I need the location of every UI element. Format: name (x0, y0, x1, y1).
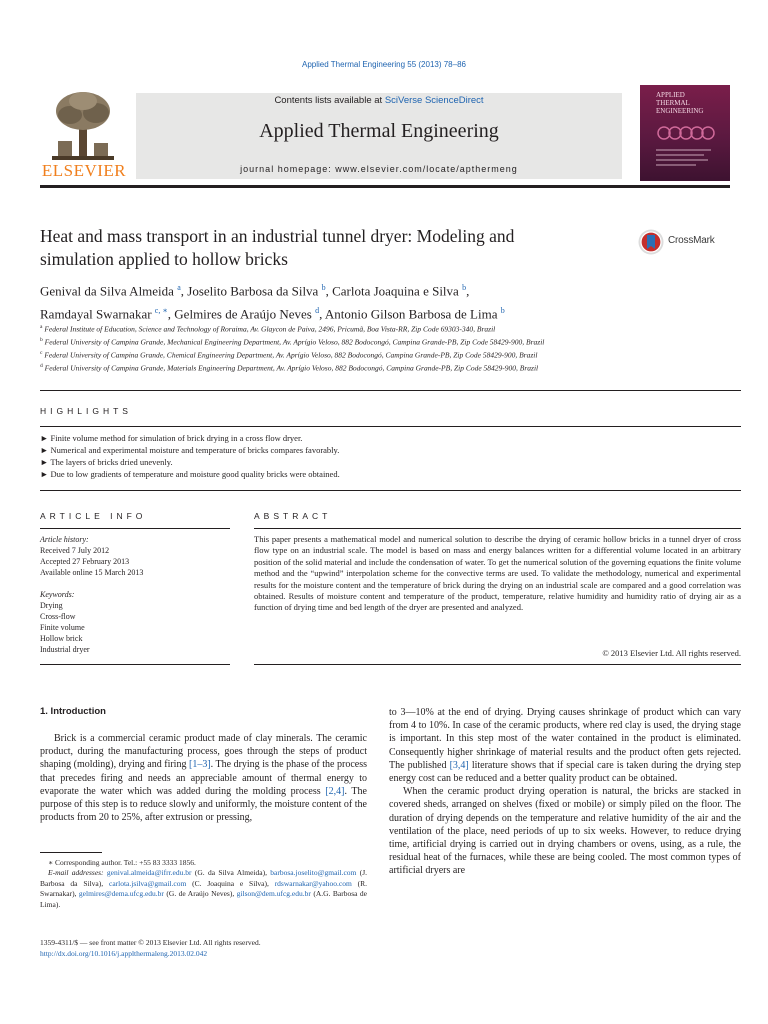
cover-text-lines-graphic (656, 147, 716, 167)
author-affiliation-mark[interactable]: a (177, 283, 181, 292)
body-column-right (389, 706, 741, 878)
highlight-text: Finite volume method for simulation of brick drying in a cross flow dryer. (50, 433, 303, 443)
keywords-label: Keywords: (40, 590, 75, 599)
affiliation-text: Federal Institute of Education, Science and Technology of Roraima, Av. Glaycon de Paiva, 2496, Pricumã, Boa Vista-RR, Zip Code 69303-340, Brazil (44, 324, 496, 334)
journal-citation[interactable]: Applied Thermal Engineering 55 (2013) 78–86 (302, 60, 466, 69)
history-received: Received 7 July 2012 (40, 546, 110, 555)
keyword: Finite volume (40, 623, 85, 632)
affiliation-text: Federal University of Campina Grande, Mechanical Engineering Department, Av. Aprígio Veloso, 882 Bodocongó, Campina Grande-PB, Zip Code 58429-900, Brazil (44, 337, 545, 347)
email-owner: (C. Joaquina e Silva), (186, 878, 275, 888)
reference-link[interactable]: [1–3] (188, 759, 211, 771)
highlights-list (40, 432, 730, 480)
history-accepted: Accepted 27 February 2013 (40, 557, 130, 566)
homepage-url-link[interactable]: www.elsevier.com/locate/apthermeng (335, 164, 518, 174)
author-affiliation-mark[interactable]: d (315, 306, 320, 316)
affiliation-mark: a (40, 324, 43, 330)
affiliation-item (40, 322, 730, 335)
affiliation-item (40, 361, 730, 374)
author-name: Gelmires de Araújo Neves (174, 306, 312, 322)
cover-title-line: ENGINEERING (656, 107, 704, 115)
section-divider (40, 664, 230, 665)
author-affiliation-mark[interactable]: b (462, 283, 467, 292)
cover-title (656, 91, 703, 115)
author-separator: , (325, 283, 333, 299)
cover-rings-graphic (656, 125, 716, 141)
author-name: Carlota Joaquina e Silva (332, 283, 459, 299)
affiliation-mark: c (40, 350, 43, 356)
abstract-heading: ABSTRACT (254, 511, 332, 521)
author-separator: , (466, 283, 470, 299)
affiliation-mark: d (40, 363, 43, 369)
highlights-heading: HIGHLIGHTS (40, 406, 132, 416)
crossmark-label: CrossMark (668, 235, 715, 246)
contents-prefix: Contents lists available at (274, 95, 385, 106)
body-text: . The drying is the phase of the process that precedes firing and needs an appreciable amount of thermal energy to evaporate the water which was added during the molding process (40, 759, 367, 797)
email-link[interactable]: rdswarnakar@yahoo.com (274, 878, 352, 888)
author-separator: , (167, 306, 175, 322)
footnote-divider (40, 852, 102, 853)
email-owner: (R. Swarnakar), (40, 878, 368, 899)
highlight-item (40, 444, 730, 456)
affiliation-text: Federal University of Campina Grande, Materials Engineering Department, Av. Aprígio Veloso, 882 Bodocongó, Campina Grande-PB, Zip Code 58429-900, Brazil (44, 363, 539, 373)
body-text: . The purpose of this step is to reduce slowly and uniformly, the moisture content of the products from 20 to 25%, after extrusion or pressing, (40, 785, 367, 824)
publication-footer (40, 937, 367, 959)
email-owner: (G. de Araújo Neves), (163, 889, 237, 899)
masthead-band (136, 93, 622, 179)
affiliation-text: Federal University of Campina Grande, Chemical Engineering Department, Av. Aprígio Veloso, 882 Bodocongó, Campina Grande-PB, Zip Code 58429-900, Brazil (44, 350, 538, 360)
section-divider (254, 664, 741, 665)
history-label: Article history: (40, 535, 89, 544)
affiliation-item (40, 348, 730, 361)
elsevier-wordmark: ELSEVIER (41, 161, 127, 180)
crossmark-button[interactable] (638, 228, 742, 256)
contents-line (136, 95, 622, 106)
author-affiliation-mark[interactable]: b (500, 306, 505, 316)
body-column-left (40, 732, 367, 824)
reference-link[interactable]: [3,4] (449, 759, 469, 771)
journal-cover-thumbnail[interactable] (640, 85, 730, 181)
article-info-heading: ARTICLE INFO (40, 511, 147, 521)
cover-title-line: THERMAL (656, 99, 690, 107)
article-info (40, 534, 220, 655)
intro-paragraph (389, 706, 741, 785)
journal-homepage (136, 164, 622, 174)
article-title-line: simulation applied to hollow bricks (40, 249, 288, 269)
author-name: Genival da Silva Almeida (40, 283, 174, 299)
body-text: literature shows that if special care is taken during the drying step energy cost can be reduced and a better quality product can be obtained. (389, 759, 742, 785)
email-link[interactable]: genival.almeida@ifrr.edu.br (106, 868, 192, 878)
issn-line: 1359-4311/$ — see front matter © 2013 Elsevier Ltd. All rights reserved. (40, 938, 261, 947)
article-title-line: Heat and mass transport in an industrial tunnel dryer: Modeling and (40, 226, 515, 246)
bullet-icon: ► (40, 469, 49, 479)
bullet-icon: ► (40, 433, 49, 443)
section-divider (40, 490, 741, 491)
highlight-text: Numerical and experimental moisture and temperature of bricks compares favorably. (50, 445, 340, 455)
author-name: Joselito Barbosa da Silva (187, 283, 319, 299)
bullet-icon: ► (40, 457, 49, 467)
corresponding-author-line: ∗ Corresponding author. Tel.: +55 83 3333 1856. (48, 858, 196, 867)
keyword: Hollow brick (40, 634, 83, 643)
intro-paragraph (40, 732, 367, 824)
journal-title: Applied Thermal Engineering (259, 120, 499, 142)
author-affiliation-mark[interactable]: b (321, 283, 326, 292)
affiliation-item (40, 335, 730, 348)
intro-paragraph: When the ceramic product drying operation is natural, the bricks are stacked in covered sheds, arranged on shelves (fixed or mobile) or simply piled on the floor. The duration of drying depends on the temperature and relative humidity of the air and the ventilation of the place, need periods of up to six weeks. However, to reduce drying time, artificial drying is carried out in drying chambers or ovens, using, as a rule, the residual heat of the furnaces, while these are being cooled. The most common types of artificial dryers are (389, 786, 741, 877)
highlight-text: Due to low gradients of temperature and moisture good quality bricks were obtained. (50, 469, 340, 479)
highlight-item (40, 456, 730, 468)
section-divider (40, 426, 741, 427)
author-affiliation-mark[interactable]: c, ∗ (154, 306, 168, 316)
author-name: Ramdayal Swarnakar (40, 306, 152, 322)
elsevier-logo[interactable] (40, 87, 128, 181)
affiliation-mark: b (40, 337, 43, 343)
elsevier-tree-icon (52, 89, 114, 161)
abstract-text: This paper presents a mathematical model and numerical solution to describe the drying of ceramic hollow bricks in a tunnel dryer of cross flow type on an industrial scale. The model is based on mass and energy balances written for a differential volume located in an arbitrary position of the solid material and include the condensation of water. To get the numerical solution of the governing equations the finite volume method and the “upwind” interpolation scheme for the convective terms are used. To validate the methodology, numerical and experimental results for the moisture content and the temperature of brick during the drying on an industrial scale are compared and a good correlation was obtained. Results of moisture content and temperature of the product, temperature, relative humidity and humidity ratio of drying air as a function of drying time and bed length of the dryer are presented and analyzed. (254, 534, 741, 613)
email-link[interactable]: barbosa.joselito@gmail.com (270, 868, 357, 878)
keyword: Drying (40, 601, 63, 610)
history-online: Available online 15 March 2013 (40, 568, 144, 577)
author-separator: , (319, 306, 325, 322)
body-text: to 3—10% at the end of drying. Drying causes shrinkage of product which can vary from 4 to 10%. In case of the ceramic products, where red clay is used, the drying stage is important. In this step most of the water contained in the product is eliminated. Consequently higher shrinkage of material results and the product often gets rejected. The published (389, 707, 741, 771)
bullet-icon: ► (40, 445, 49, 455)
email-owner: (J. Barbosa da Silva), (40, 868, 367, 888)
keyword: Industrial dryer (40, 645, 90, 654)
homepage-prefix: journal homepage: (240, 164, 336, 174)
cover-title-line: APPLIED (656, 91, 685, 99)
email-owner: (G. da Silva Almeida), (191, 868, 271, 878)
author-list (40, 278, 730, 325)
sciencedirect-link[interactable]: SciVerse ScienceDirect (384, 95, 484, 106)
author-separator: , (180, 283, 188, 299)
highlight-item (40, 432, 730, 444)
email-link[interactable]: gelmires@dema.ufcg.edu.br (78, 889, 164, 899)
crossmark-icon (638, 229, 664, 255)
keyword: Cross-flow (40, 612, 76, 621)
email-link[interactable]: carlota.jsilva@gmail.com (108, 878, 187, 888)
doi-link[interactable]: http://dx.doi.org/10.1016/j.applthermaleng.2013.02.042 (40, 949, 208, 958)
email-owner: (A.G. Barbosa de Lima). (40, 889, 367, 909)
email-link[interactable]: gilson@dem.ufcg.edu.br (236, 889, 311, 899)
affiliation-list (40, 322, 730, 374)
journal-masthead (40, 85, 730, 188)
section-divider (40, 528, 230, 529)
highlight-item (40, 468, 730, 480)
author-name: Antonio Gilson Barbosa de Lima (324, 306, 498, 322)
body-text: Brick is a commercial ceramic product made of clay minerals. The ceramic product, during the manufacturing process, goes through the steps of product shaping (molding), drying and firing (40, 733, 367, 771)
highlight-text: The layers of bricks dried unevenly. (50, 457, 173, 467)
abstract-copyright: © 2013 Elsevier Ltd. All rights reserved. (602, 648, 741, 658)
corresponding-author-footnote (40, 858, 367, 910)
introduction-heading: 1. Introduction (40, 706, 106, 717)
reference-link[interactable]: [2,4] (325, 785, 345, 797)
email-addresses (40, 868, 367, 910)
email-label: E-mail addresses: (48, 868, 104, 878)
section-divider (254, 528, 741, 529)
section-divider (40, 390, 741, 391)
article-title (40, 225, 620, 271)
